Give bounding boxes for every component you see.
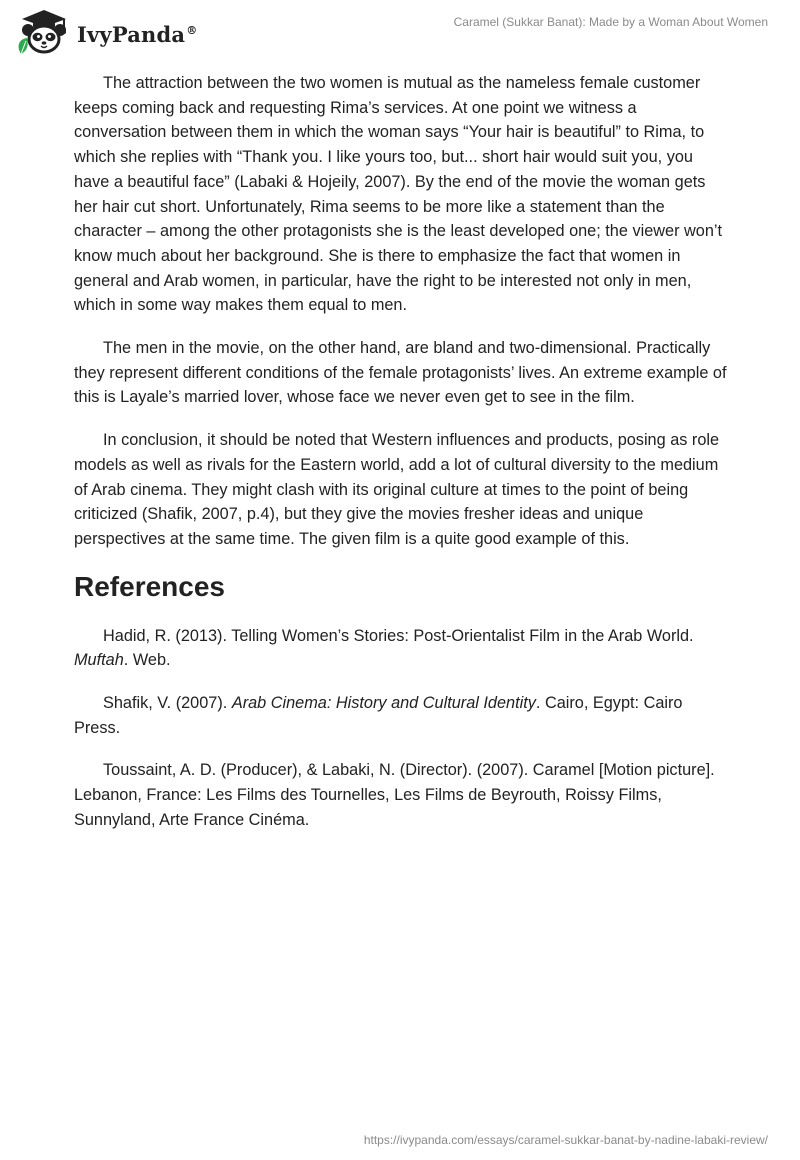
reference-italic-title: Arab Cinema: History and Cultural Identity <box>231 694 536 713</box>
reference-text: Hadid, R. (2013). Telling Women’s Stories: Post-Orientalist Film in the Arab World. <box>103 626 694 645</box>
references-heading: References <box>74 570 225 602</box>
reference-text: . Web. <box>123 651 171 670</box>
reference-text: . Cairo, Egypt: Cairo Press. <box>74 694 683 737</box>
body-paragraph: In conclusion, it should be noted that Western influences and products, posing as role models as well as rivals for the Eastern world, add a lot of cultural diversity to the medium of Arab cinema. They might clash with its original culture at times to the point of being criticized (Shafik, 2007, p.4), but they give the movies fresher ideas and unique perspectives at the same time. The given film is a quite good example of this. <box>74 431 720 548</box>
document-title: Caramel (Sukkar Banat): Made by a Woman About Women <box>453 15 768 29</box>
registered-mark: ® <box>186 23 198 37</box>
panda-graduate-icon <box>14 8 74 56</box>
reference-text: Toussaint, A. D. (Producer), & Labaki, N. (Director). (2007). Caramel [Motion picture]. Lebanon, France: Les Films des Tournelles, Les Films de Beyrouth, Roissy Films, Sunnyland, Arte France Cinéma. <box>74 761 715 829</box>
brand-name: IvyPanda® <box>77 21 198 47</box>
reference-entry <box>74 691 728 740</box>
ivypanda-logo[interactable] <box>14 8 197 56</box>
essay-content <box>74 71 728 851</box>
body-paragraph: The attraction between the two women is mutual as the nameless female customer keeps coming back and requesting Rima’s services. At one point we witness a conversation between them in which the woman says “Your hair is beautiful” to Rima, to which she replies with “Thank you. I like yours too, but... short hair would suit you, you have a beautiful face” (Labaki & Hojeily, 2007). By the end of the movie the woman gets her hair cut short. Unfortunately, Rima seems to be more like a statement than the character – among the other protagonists she is the least developed one; the viewer won’t know much about her background. She is there to emphasize the fact that women in general and Arab women, in particular, have the right to be interested not only in men, which in some way makes them equal to men. <box>74 74 723 315</box>
page-header <box>0 0 800 60</box>
reference-entry <box>74 624 728 673</box>
reference-entry <box>74 758 728 832</box>
reference-text: Shafik, V. (2007). <box>103 694 232 713</box>
reference-italic-title: Muftah <box>74 651 124 670</box>
body-paragraph: The men in the movie, on the other hand, are bland and two-dimensional. Practically they represent different conditions of the female protagonists’ lives. An extreme example of this is Layale’s married lover, whose face we never even get to see in the film. <box>74 339 727 407</box>
source-url[interactable]: https://ivypanda.com/essays/caramel-sukkar-banat-by-nadine-labaki-review/ <box>363 1133 768 1147</box>
